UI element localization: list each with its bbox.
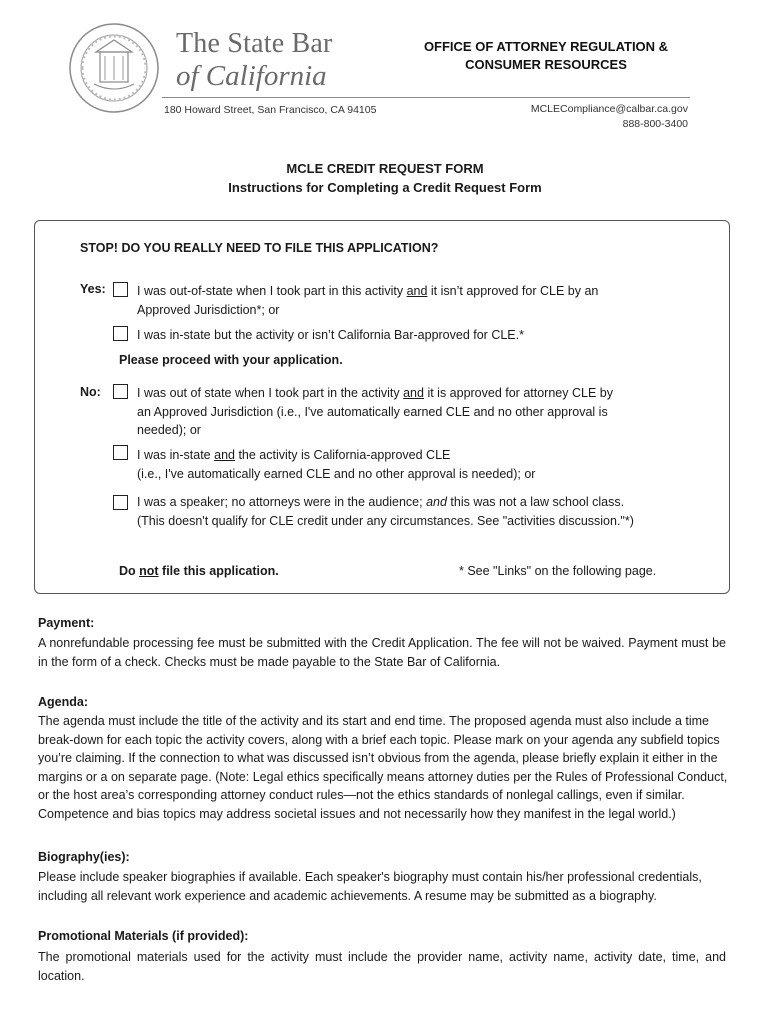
payment-heading: Payment:: [38, 616, 95, 630]
yes-option-1-text: I was out-of-state when I took part in this activity and it isn’t approved for CLE by an Approved Jurisdiction*; or: [137, 284, 599, 317]
bio-heading: Biography(ies):: [38, 850, 130, 864]
brand-line1: The State Bar: [176, 28, 333, 59]
form-title: MCLE CREDIT REQUEST FORM: [286, 161, 484, 176]
yes-option-2-checkbox[interactable]: [113, 326, 128, 341]
agenda-heading: Agenda:: [38, 695, 88, 709]
links-note: * See "Links" on the following page.: [459, 564, 657, 578]
yes-option-2-text: I was in-state but the activity or isn’t California Bar-approved for CLE.*: [137, 328, 524, 342]
stop-heading: STOP! DO YOU REALLY NEED TO FILE THIS APPLICATION?: [80, 241, 439, 255]
yes-option-1-checkbox[interactable]: [113, 282, 128, 297]
office-name: [406, 38, 686, 74]
no-option-3-checkbox[interactable]: [113, 495, 128, 510]
yes-label: Yes:: [80, 282, 106, 296]
no-option-1-text: I was out of state when I took part in the activity and it is approved for attorney CLE by an Approved Jurisdiction (i.e., I've automatically earned CLE and no other approval is needed); or: [137, 386, 613, 437]
no-option-2-text: I was in-state and the activity is California-approved CLE (i.e., I've automatically earned CLE and no other approval is needed); or: [137, 448, 536, 481]
do-not-file-text: Do not file this application.: [119, 564, 279, 578]
no-label: No:: [80, 385, 101, 399]
promo-heading: Promotional Materials (if provided):: [38, 929, 249, 943]
agenda-text: The agenda must include the title of the activity and its start and end time. The proposed agenda must also include a time break-down for each topic the activity covers, along with a brief each topic. Please mark on your agenda any subfield topics you’re claiming. If the connection to what was discussed isn’t obvious from the agenda, please briefly explain it either in the margins or a on separate page. (Note: Legal ethics specifically means attorney duties per the Rules of Professional Conduct, or the host area’s corresponding attorney conduct rules—not the ethics standards of nonlegal callings, even if similar. Competence and bias topics may address societal issues and not necessarily how they manifest in the legal world.): [38, 714, 728, 821]
state-bar-seal-icon: [68, 22, 160, 114]
contact-phone: 888-800-3400: [622, 118, 688, 130]
brand-line2: of California: [176, 60, 327, 92]
no-option-2-checkbox[interactable]: [113, 445, 128, 460]
yes-proceed-text: Please proceed with your application.: [119, 353, 343, 367]
header-divider: [162, 97, 690, 98]
promo-text: The promotional materials used for the activity must include the provider name, activity name, activity date, time, and location.: [38, 950, 726, 983]
bio-text: Please include speaker biographies if available. Each speaker's biography must contain his/her professional credentials, including all relevant work experience and academic achievements. A resume may be submitted as a biography.: [38, 870, 702, 903]
office-line1: OFFICE OF ATTORNEY REGULATION &: [423, 39, 669, 54]
contact-email[interactable]: MCLECompliance@calbar.ca.gov: [530, 103, 688, 115]
payment-text: A nonrefundable processing fee must be submitted with the Credit Application. The fee will not be waived. Payment must be in the form of a check. Checks must be made payable to the State Bar of California.: [38, 636, 726, 669]
address: 180 Howard Street, San Francisco, CA 94105: [164, 104, 377, 116]
no-option-3-text: I was a speaker; no attorneys were in the audience; and this was not a law school class. (This doesn't qualify for CLE credit under any circumstances. See "activities discussion."*): [137, 495, 634, 528]
no-option-1-checkbox[interactable]: [113, 384, 128, 399]
office-line2: CONSUMER RESOURCES: [465, 57, 627, 72]
form-subtitle: Instructions for Completing a Credit Request Form: [228, 180, 542, 195]
